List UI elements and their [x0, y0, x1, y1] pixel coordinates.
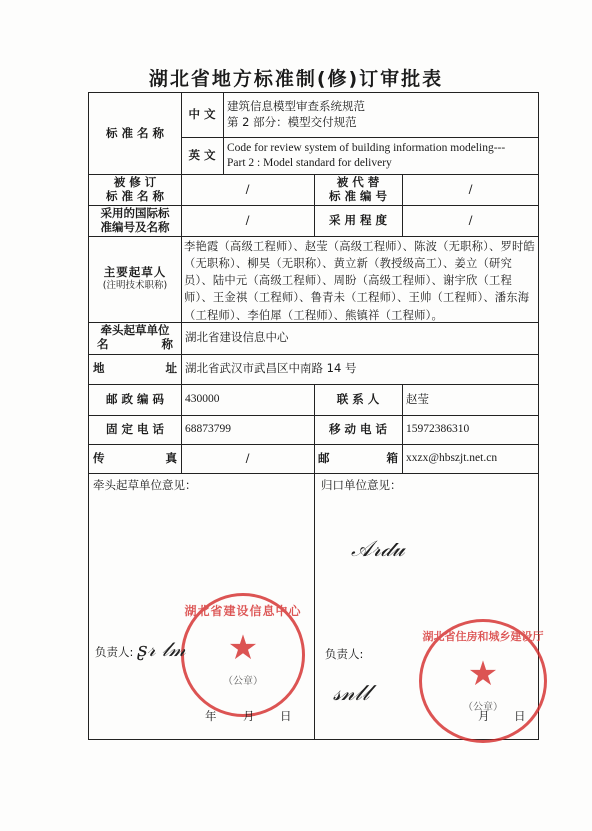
- page-title: 湖北省地方标准制(修)订审批表: [148, 68, 444, 90]
- dept-date-day: 日: [514, 709, 526, 723]
- dept-seal-label: （公章）: [463, 701, 503, 713]
- lead-unit-label: 牵头起草单位 名 称: [97, 323, 173, 351]
- drafters-list: 李艳霞（高级工程师）、赵莹（高级工程师）、陈波（无职称）、罗时皓（无职称）、柳昊（无职称）、黄立新（教授级高工）、姜立（研究员）、陆中元（高级工程师）、周盼（高级工程师）、谢宇欣（工程师）、王金祺（工程师）、鲁青未（工程师）、王帅（工程师）、潘东海（工程师）、李伯犀（工程师）、熊镇祥（工程师）。: [184, 240, 535, 322]
- adoption-degree-label: 采 用 程 度: [328, 212, 387, 227]
- dept-opinion-label: 归口单位意见：: [321, 478, 402, 492]
- lead-unit-opinion-label: 牵头起草单位意见：: [93, 478, 197, 492]
- standard-name-label: 标 准 名 称: [105, 125, 164, 140]
- lead-unit-value: 湖北省建设信息中心: [185, 330, 289, 345]
- star-icon: ★: [227, 627, 259, 668]
- drafters-label: 主要起草人 (注明技术职称): [102, 264, 168, 292]
- international-standard-value: /: [245, 212, 250, 227]
- phone-value: 68873799: [185, 422, 231, 435]
- english-name-line1: Code for review system of building information modeling---: [227, 142, 506, 155]
- mobile-value: 15972386310: [406, 422, 470, 435]
- dept-responsible-label: 负责人:: [325, 647, 364, 661]
- lead-responsible-label: 负责人:: [95, 645, 134, 659]
- dept-responsible-signature: 𝓈𝓃𝓁𝓁: [333, 681, 370, 706]
- chinese-name-value: [223, 93, 539, 137]
- postcode-label: 邮 政 编 码: [105, 391, 164, 406]
- dept-date-month: 月: [478, 709, 490, 723]
- dept-stamp-text: 湖北省住房和城乡建设厅: [422, 630, 544, 643]
- lead-seal-label: （公章）: [223, 675, 263, 687]
- dept-seal-stamp: [419, 619, 547, 743]
- star-icon: ★: [467, 653, 499, 694]
- address-value: 湖北省武汉市武昌区中南路 14 号: [185, 361, 357, 376]
- email-label: 邮 箱: [318, 450, 398, 465]
- lead-unit-seal-stamp: [181, 593, 305, 717]
- contact-value: 赵莹: [406, 391, 429, 406]
- english-name-value: [223, 137, 539, 174]
- replaced-number-value: /: [468, 181, 473, 196]
- lead-date-year: 年: [205, 709, 217, 723]
- mobile-label: 移 动 电 话: [328, 421, 387, 436]
- revised-standard-label: 被 修 订 标 准 名 称: [105, 174, 164, 203]
- fax-value: /: [245, 450, 250, 465]
- international-standard-label: 采用的国际标 准编号及名称: [100, 205, 170, 234]
- lead-date-month: 月: [243, 709, 255, 723]
- fax-label: 传 真: [93, 450, 177, 465]
- adoption-degree-value: /: [468, 212, 473, 227]
- revised-standard-value: /: [245, 181, 250, 196]
- lead-date-day: 日: [280, 709, 292, 723]
- replaced-number-label: 被 代 替 标 准 编 号: [328, 174, 387, 203]
- approval-form: [88, 92, 544, 740]
- chinese-name-line1: 建筑信息模型审查系统规范: [227, 99, 365, 114]
- postcode-value: 430000: [185, 392, 220, 405]
- email-value: xxzx@hbszjt.net.cn: [406, 451, 498, 464]
- english-name-line2: Part 2 : Model standard for delivery: [227, 156, 392, 169]
- phone-label: 固 定 电 话: [105, 421, 164, 436]
- chinese-label: 中 文: [188, 107, 216, 122]
- chinese-name-line2: 第 2 部分：模型交付规范: [227, 115, 357, 129]
- dept-opinion-signature: 𝒜𝓇𝒹𝓊: [351, 537, 405, 562]
- lead-stamp-text: 湖北省建设信息中心: [184, 604, 302, 618]
- lead-responsible-signature: ʂ𝓇 𝓁𝓂: [137, 637, 186, 661]
- contact-label: 联 系 人: [336, 391, 380, 406]
- english-label: 英 文: [188, 147, 216, 162]
- address-label: 地 址: [93, 361, 177, 376]
